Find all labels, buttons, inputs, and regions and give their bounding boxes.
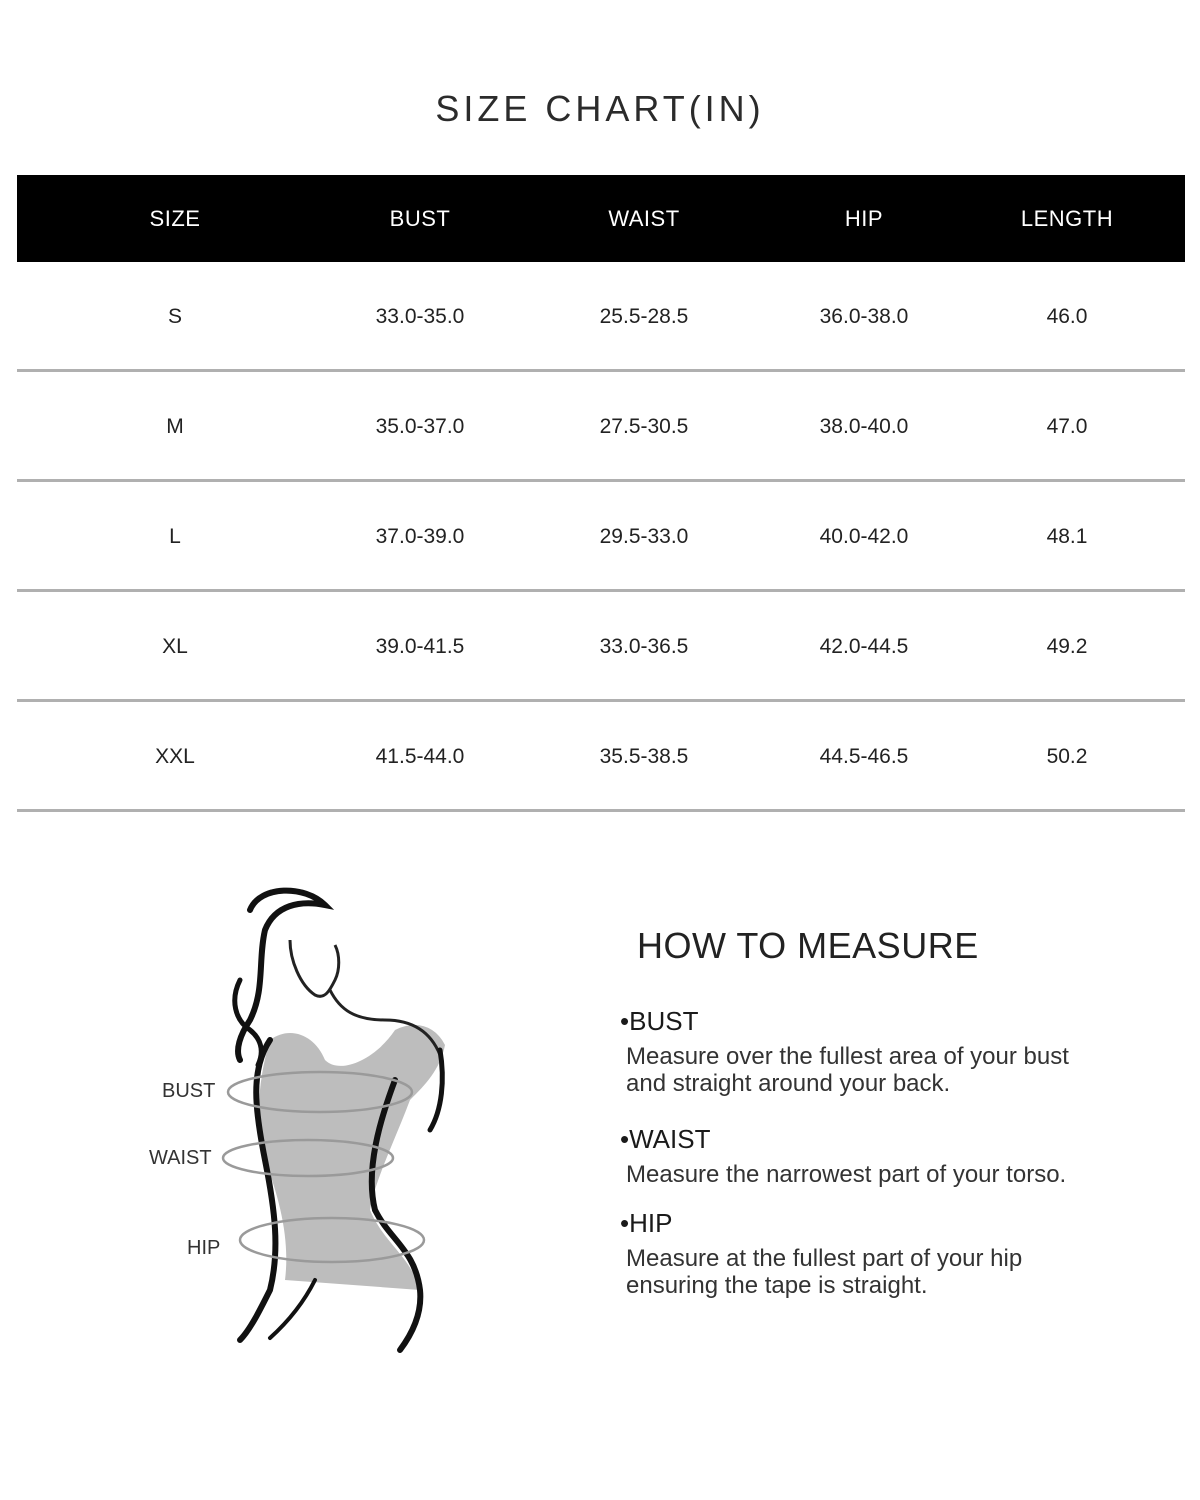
cell-size: XXL [155,745,195,768]
table-row [17,372,1185,482]
cell-waist: 29.5-33.0 [599,525,689,548]
cell-size: L [169,525,181,548]
cell-waist: 27.5-30.5 [599,415,689,438]
body-silhouette-illustration [140,860,460,1360]
table-row [17,482,1185,592]
cell-hip: 40.0-42.0 [819,525,909,548]
table-row [17,262,1185,372]
size-chart-title: SIZE CHART(IN) [435,88,765,129]
bust-description-line1: Measure over the fullest area of your bust [626,1043,1069,1070]
hip-heading: •HIP [620,1208,673,1238]
cell-hip: 44.5-46.5 [819,745,909,768]
figure-label-hip: HIP [187,1237,221,1259]
bust-description-line2: and straight around your back. [626,1070,951,1097]
bodysuit-shape [259,1025,445,1290]
header-hip: HIP [844,206,884,231]
table-body [17,262,1185,812]
cell-waist: 35.5-38.5 [599,745,689,768]
body-figure [140,860,460,1360]
cell-size: XL [162,635,188,658]
cell-length: 50.2 [1046,745,1088,768]
cell-waist: 33.0-36.5 [599,635,689,658]
cell-bust: 35.0-37.0 [375,415,465,438]
cell-bust: 39.0-41.5 [375,635,465,658]
cell-waist: 25.5-28.5 [599,305,689,328]
header-waist: WAIST [608,206,680,231]
hip-description-line1: Measure at the fullest part of your hip [626,1245,1023,1272]
table-header [17,175,1185,262]
inner-leg-line [270,1280,315,1338]
header-size: SIZE [149,206,201,231]
figure-label-bust: BUST [162,1080,216,1102]
cell-length: 49.2 [1046,635,1088,658]
header-bust: BUST [389,206,451,231]
hip-description-line2: ensuring the tape is straight. [626,1272,928,1299]
table-row [17,702,1185,812]
face-outline [290,940,339,996]
cell-hip: 42.0-44.5 [819,635,909,658]
cell-hip: 36.0-38.0 [819,305,909,328]
cell-length: 46.0 [1046,305,1088,328]
header-length: LENGTH [1020,206,1114,231]
cell-size: S [167,305,182,328]
cell-size: M [166,415,184,438]
waist-heading: •WAIST [620,1124,711,1154]
cell-bust: 41.5-44.0 [375,745,465,768]
cell-bust: 33.0-35.0 [375,305,465,328]
table-row [17,592,1185,702]
cell-length: 48.1 [1046,525,1088,548]
cell-bust: 37.0-39.0 [375,525,465,548]
cell-length: 47.0 [1046,415,1088,438]
bust-heading: •BUST [620,1006,699,1036]
figure-label-waist: WAIST [149,1147,212,1169]
how-to-measure-heading: HOW TO MEASURE [637,925,979,966]
cell-hip: 38.0-40.0 [819,415,909,438]
waist-description: Measure the narrowest part of your torso. [626,1161,1067,1188]
size-chart-table [17,175,1185,812]
